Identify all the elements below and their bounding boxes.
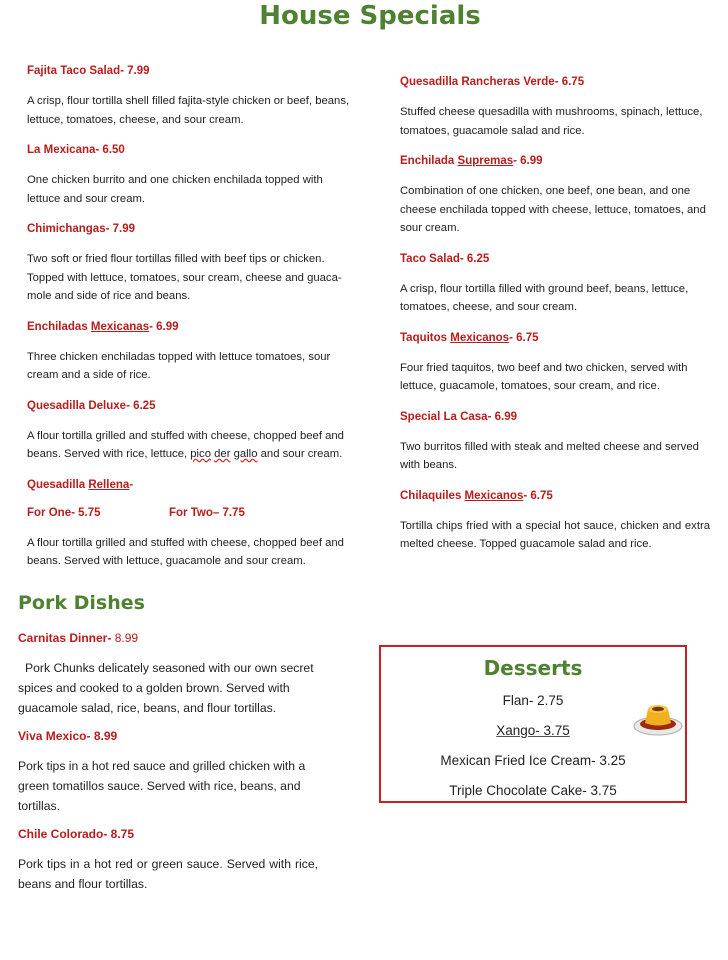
menu-item (400, 489, 710, 554)
item-name (400, 489, 710, 503)
menu-item (18, 729, 318, 816)
item-name-part: Quesadilla (27, 478, 89, 491)
item-name: Taco Salad- 6.25 (400, 252, 490, 265)
house-specials-left-column (27, 64, 357, 585)
item-description: Tortilla chips fried with a special hot sauce, chicken and extra melted cheese. Topped guacamole salad and rice. (400, 519, 710, 550)
menu-item (27, 143, 357, 208)
menu-item (18, 827, 318, 894)
menu-item (400, 410, 710, 475)
item-description (27, 427, 357, 464)
desserts-heading: Desserts (483, 656, 583, 680)
item-name (400, 331, 710, 345)
item-description: Combination of one chicken, one beef, one bean, and one cheese enchilada topped with cheese, lettuce, tomatoes, and sour cream. (400, 185, 706, 234)
item-name: La Mexicana- 6.50 (27, 144, 125, 156)
desserts-box (379, 645, 687, 803)
item-name-part: Mexicanos (450, 331, 510, 344)
item-name-part: Carnitas Dinner- (18, 631, 112, 645)
desc-part: der (214, 448, 231, 460)
item-description: A crisp, flour tortilla shell filled fajita-style chicken or beef, beans, lettuce, tomatoes, cheese, and sour cream. (27, 95, 350, 126)
item-price: - 6.99 (149, 320, 179, 333)
menu-item (27, 320, 357, 385)
item-price: - 6.99 (513, 155, 543, 167)
item-name: Viva Mexico- 8.99 (18, 729, 118, 743)
item-name-part: Mexicanas (90, 320, 150, 333)
item-name-part: Mexicanos (464, 489, 524, 502)
menu-item (27, 399, 357, 464)
item-name-part: Enchiladas (27, 320, 91, 333)
item-name: Chile Colorado- 8.75 (18, 827, 135, 841)
menu-item (18, 631, 318, 718)
item-name (400, 154, 710, 168)
menu-item (27, 222, 357, 306)
item-name: Quesadilla Rancheras Verde- 6.75 (400, 76, 585, 88)
menu-item (400, 154, 710, 238)
menu-item (27, 478, 357, 571)
house-specials-right-column (400, 75, 710, 568)
item-name-part: Taquitos (400, 331, 451, 344)
item-description: Three chicken enchiladas topped with lettuce tomatoes, sour cream and a side of rice. (27, 350, 331, 381)
item-description: Four fried taquitos, two beef and two chicken, served with lettuce, guacamole, tomatoes, sour cream, and rice. (400, 361, 688, 392)
price-for-one: For One- 5.75 (27, 506, 101, 519)
item-description: Two soft or fried flour tortillas filled with beef tips or chicken. Topped with lettuce, tomatoes, sour cream, cheese and guaca-mole and side of rice and beans. (27, 253, 342, 302)
page-title: House Specials (259, 1, 481, 31)
item-name: Chimichangas- 7.99 (27, 223, 136, 235)
item-name: Fajita Taco Salad- 7.99 (27, 65, 150, 77)
item-price: - 6.75 (523, 489, 553, 502)
menu-item (400, 252, 710, 317)
menu-item (400, 75, 710, 140)
item-description: A crisp, flour tortilla filled with ground beef, beans, lettuce, tomatoes, cheese, and sour cream. (400, 282, 689, 313)
sub-prices (27, 506, 357, 520)
item-description: Two burritos filled with steak and melted cheese and served with beans. (400, 440, 699, 471)
menu-item (27, 64, 357, 129)
pork-dishes-section (18, 631, 318, 905)
dessert-item: Flan- 2.75 (502, 693, 564, 708)
menu-item (400, 331, 710, 396)
item-name-part: Rellena (88, 478, 130, 491)
item-name: Quesadilla Deluxe- 6.25 (27, 399, 156, 412)
desc-part: and sour cream. (257, 448, 343, 460)
pork-dishes-heading: Pork Dishes (18, 592, 145, 614)
item-name-part: Chilaquiles (400, 489, 465, 502)
item-name-part: - (129, 478, 134, 491)
item-price: - 6.75 (509, 331, 539, 344)
item-name (18, 631, 318, 645)
dessert-item-text: Xango- 3.75 (496, 723, 570, 738)
dessert-item: Mexican Fried Ice Cream- 3.25 (440, 753, 626, 768)
item-price: 8.99 (111, 631, 139, 645)
item-name: Special La Casa- 6.99 (400, 410, 517, 423)
item-description: One chicken burrito and one chicken enchilada topped with lettuce and sour cream. (27, 174, 323, 205)
item-description: A flour tortilla grilled and stuffed with cheese, chopped beef and beans. Served with lettuce, guacamole and sour cream. (27, 536, 344, 567)
item-name (27, 320, 357, 334)
desc-part: gallo (233, 448, 258, 460)
item-description: Pork Chunks delicately seasoned with our own secret spices and cooked to a golden brown. Served with guacamole salad, rice, beans, and flour tortillas. (18, 661, 314, 715)
dessert-item: Triple Chocolate Cake- 3.75 (449, 783, 617, 798)
item-name-part: Supremas (457, 155, 514, 167)
item-name-part: Enchilada (400, 155, 458, 167)
item-description: Pork tips in a hot red or green sauce. Served with rice, beans and flour tortillas. (18, 857, 318, 891)
price-for-two: For Two– 7.75 (169, 506, 245, 519)
item-description: Pork tips in a hot red sauce and grilled chicken with a green tomatillos sauce. Served with rice, beans, and tortillas. (18, 759, 306, 813)
desc-part: pico (190, 448, 211, 460)
item-name (27, 478, 357, 492)
flan-icon (633, 699, 683, 739)
desc-part: A flour tortilla grilled and stuffed with cheese, chopped beef and beans. Served with rice, lettuce, (27, 429, 344, 460)
item-description: Stuffed cheese quesadilla with mushrooms, spinach, lettuce, tomatoes, guacamole salad and rice. (400, 106, 703, 137)
